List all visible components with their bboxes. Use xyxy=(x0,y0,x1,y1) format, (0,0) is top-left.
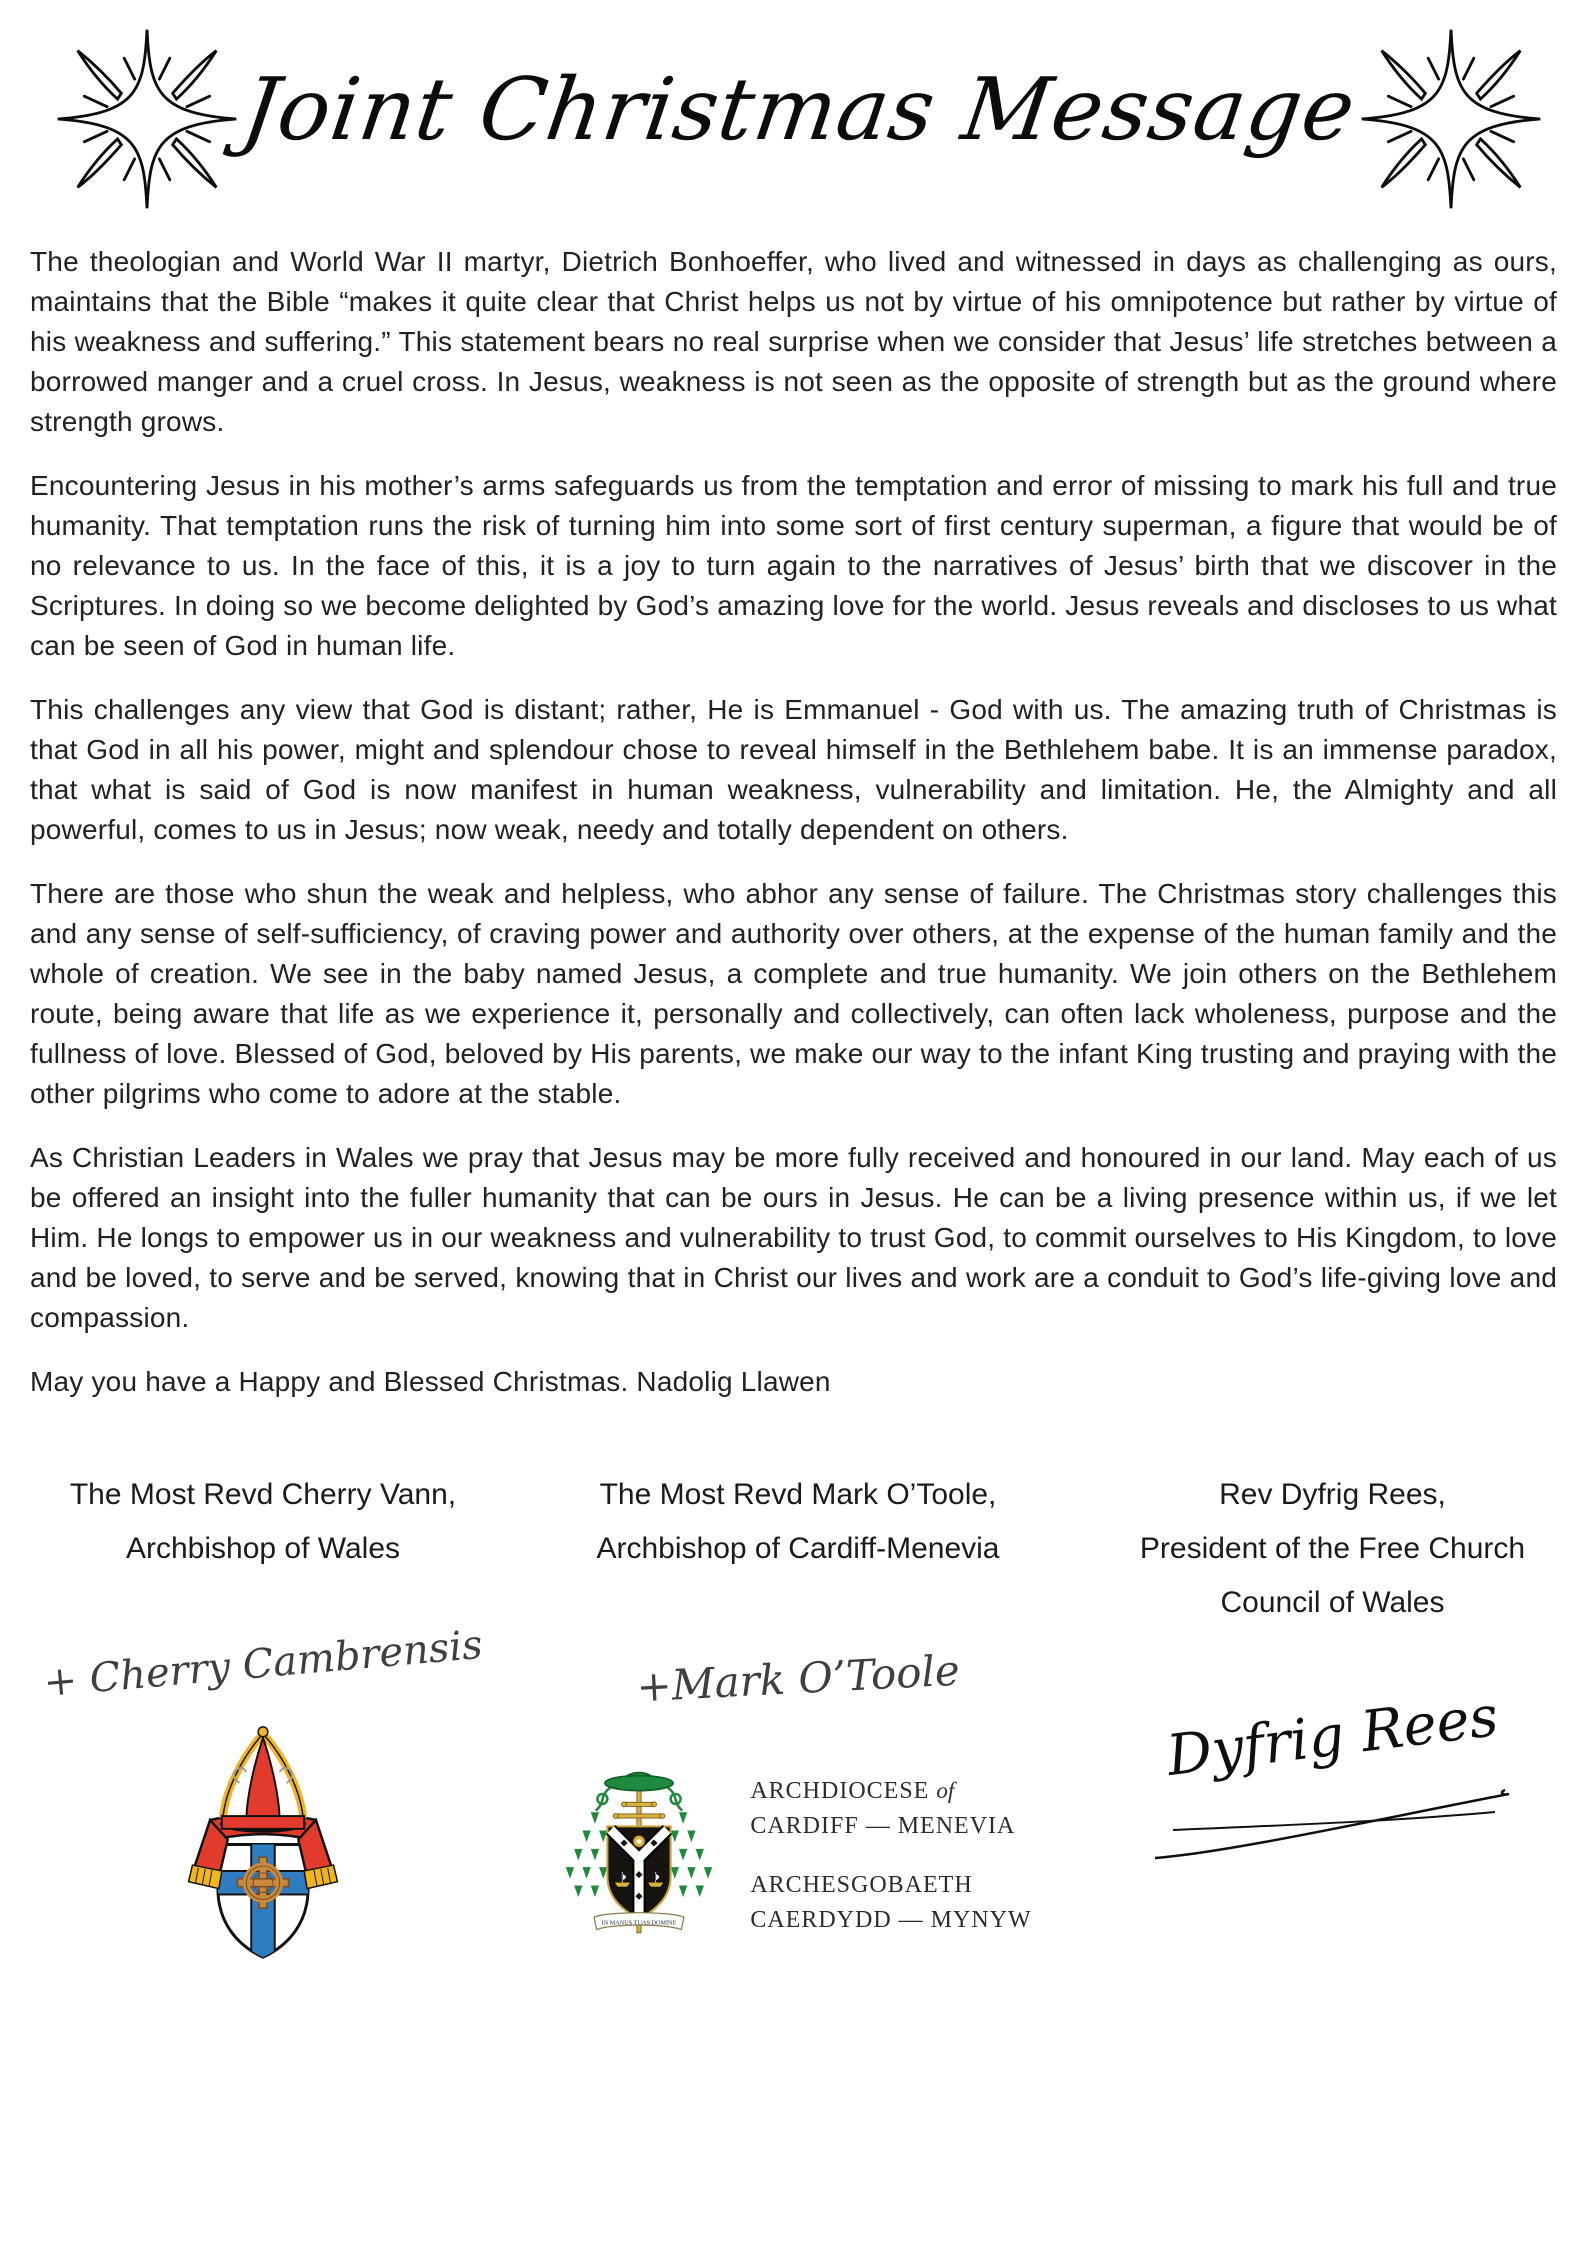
archdiocese-line1-cy: ARCHESGOBAETH xyxy=(750,1872,973,1898)
cardiff-menevia-crest xyxy=(564,1764,714,1947)
signatory-mark-otoole xyxy=(498,1468,1098,1967)
signatory-role: Archbishop of Wales xyxy=(125,1532,400,1565)
signature-cherry-vann: + Cherry Cambrensis xyxy=(41,1621,485,1707)
archdiocese-logo-block xyxy=(498,1764,1098,1947)
signatory-cherry-vann xyxy=(28,1468,498,1967)
signatory-name: The Most Revd Cherry Vann, xyxy=(69,1478,457,1511)
signatory-role: Archbishop of Cardiff-Menevia xyxy=(596,1532,1000,1565)
bethlehem-star-icon-right xyxy=(1353,24,1549,214)
message-paragraph-3: This challenges any view that God is distant; rather, He is Emmanuel - God with us. The amazing truth of Christmas is that God in all his power, might and splendour chose to reveal himself in the Bethlehem babe. It is an immense paradox, that what is said of God is now manifest in human weakness, vulnerability and limitation. He, the Almighty and all powerful, comes to us in Jesus; now weak, needy and totally dependent on others. xyxy=(30,694,1557,845)
signature-dyfrig-rees: Dyfrig Rees xyxy=(1163,1683,1502,1789)
page-title: Joint Christmas Message xyxy=(236,60,1362,160)
message-paragraph-4: There are those who shun the weak and helpless, who abhor any sense of failure. The Christmas story challenges this and any sense of self-sufficiency, of craving power and authority over others, at the expense of the human family and the whole of creation. We see in the baby named Jesus, a complete and true humanity. We join others on the Bethlehem route, being aware that life as we experience it, personally and collectively, can often lack wholeness, purpose and the fullness of love. Blessed of God, beloved by His parents, we make our way to the infant King trusting and praying with the other pilgrims who come to adore at the stable. xyxy=(30,878,1557,1109)
signatory-role: President of the Free Church xyxy=(1139,1532,1526,1565)
message-paragraph-1: The theologian and World War II martyr, Dietrich Bonhoeffer, who lived and witnessed in days as challenging as ours, maintains that the Bible “makes it quite clear that Christ helps us not by virtue of his omnipotence but rather by virtue of his weakness and suffering.” This statement bears no real surprise when we consider that Jesus’ life stretches between a borrowed manger and a cruel cross. In Jesus, weakness is not seen as the opposite of strength but as the ground where strength grows. xyxy=(30,246,1557,437)
bethlehem-star-icon-left xyxy=(52,13,242,225)
signatory-name: The Most Revd Mark O’Toole, xyxy=(599,1478,997,1511)
archdiocese-line2-en: CARDIFF — MENEVIA xyxy=(750,1813,1016,1839)
church-in-wales-crest xyxy=(28,1722,498,1967)
archdiocese-line1-of: of xyxy=(936,1778,955,1803)
message-paragraph-2: Encountering Jesus in his mother’s arms safeguards us from the temptation and error of missing to mark his full and true humanity. That temptation runs the risk of turning him into some sort of first century superman, a figure that would be of no relevance to us. In the face of this, it is a joy to turn again to the narratives of Jesus’ birth that we discover in the Scriptures. In doing so we become delighted by God’s amazing love for the world. Jesus reveals and discloses to us what can be seen of God in human life. xyxy=(30,470,1557,661)
signatory-role-line2: Council of Wales xyxy=(1220,1586,1445,1619)
crest-motto: IN MANUS TUAS DOMINE xyxy=(601,1919,677,1927)
closing-line: May you have a Happy and Blessed Christmas. Nadolig Llawen xyxy=(30,1366,831,1397)
signatories xyxy=(0,1468,1587,1967)
signatory-dyfrig-rees xyxy=(1098,1468,1567,1967)
archdiocese-wordmark xyxy=(750,1773,1031,1938)
signatory-name: Rev Dyfrig Rees, xyxy=(1219,1478,1446,1511)
archdiocese-line2-cy: CAERDYDD — MYNYW xyxy=(750,1907,1032,1933)
message-paragraph-5: As Christian Leaders in Wales we pray that Jesus may be more fully received and honoured in our land. May each of us be offered an insight into the fuller humanity that can be ours in Jesus. He can be a living presence within us, if we let Him. He longs to empower us in our weakness and vulnerability to trust God, to commit ourselves to His Kingdom, to love and be loved, to serve and be served, knowing that in Christ our lives and work are a conduit to God’s life-giving love and compassion. xyxy=(30,1142,1557,1333)
header xyxy=(0,0,1587,228)
message-body xyxy=(0,228,1587,1402)
signature-mark-otoole: +Mark O’Toole xyxy=(635,1645,961,1711)
archdiocese-line1-en: ARCHDIOCESE xyxy=(750,1778,930,1804)
